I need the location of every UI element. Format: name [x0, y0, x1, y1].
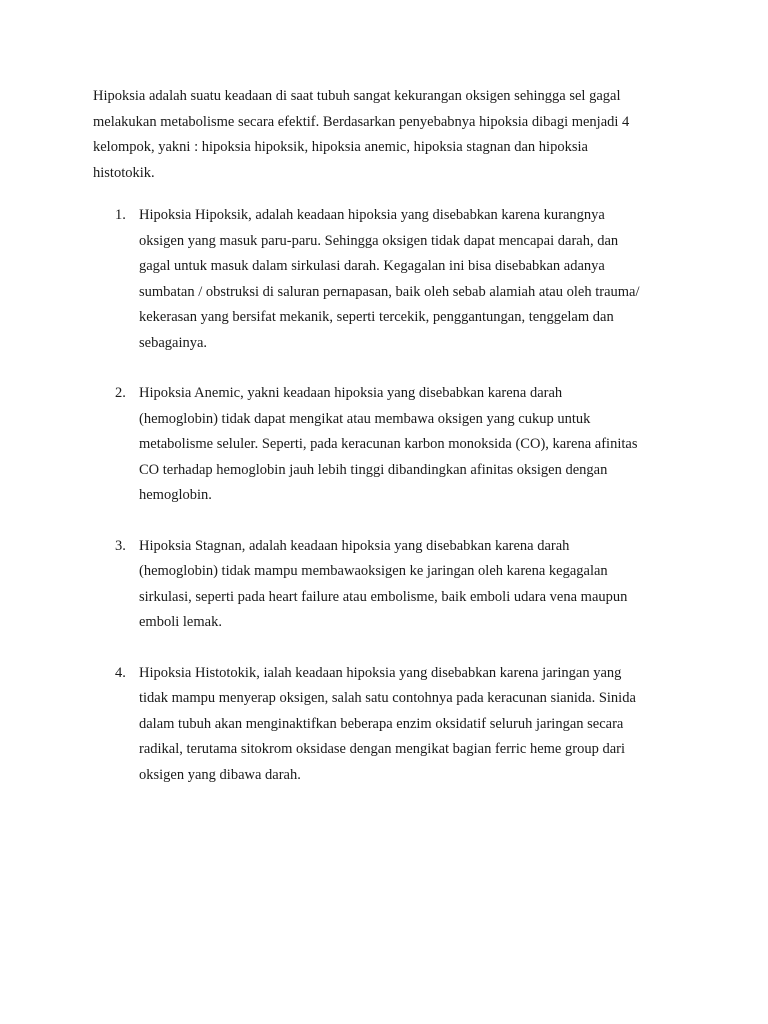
- hypoxia-types-list: [0, 203, 768, 813]
- list-item-number: 3.: [115, 537, 126, 554]
- list-item-text: [139, 381, 699, 509]
- list-item-line: oksigen yang dibawa darah.: [139, 766, 301, 783]
- list-item-line: dalam tubuh akan menginaktifkan beberapa enzim oksidatif seluruh jaringan secara: [139, 715, 624, 732]
- list-item-line: radikal, terutama sitokrom oksidase dengan mengikat bagian ferric heme group dari: [139, 741, 625, 757]
- intro-line: melakukan metabolisme secara efektif. Berdasarkan penyebabnya hipoksia dibagi menjadi 4: [93, 113, 630, 130]
- list-item-line: tidak mampu menyerap oksigen, salah satu contohnya pada keracunan sianida. Sinida: [139, 690, 636, 706]
- list-item-line: sirkulasi, seperti pada heart failure atau embolisme, baik emboli udara vena maupun: [139, 588, 628, 605]
- list-item-text: [139, 534, 699, 636]
- list-item-line: CO terhadap hemoglobin jauh lebih tinggi dibandingkan afinitas oksigen dengan: [139, 461, 608, 478]
- list-item-line: gagal untuk masuk dalam sirkulasi darah. Kegagalan ini bisa disebabkan adanya: [139, 258, 605, 274]
- list-item-number: 1.: [115, 207, 126, 223]
- list-item-line: oksigen yang masuk paru-paru. Sehingga oksigen tidak dapat mencapai darah, dan: [139, 232, 619, 249]
- list-item-number: 2.: [115, 385, 126, 401]
- list-item-line: Hipoksia Hipoksik, adalah keadaan hipoksia yang disebabkan karena kurangnya: [139, 207, 605, 223]
- list-item-text: [139, 661, 699, 789]
- list-item: [0, 203, 768, 356]
- list-item: [0, 661, 768, 789]
- list-item: [0, 534, 768, 636]
- intro-paragraph: [93, 84, 673, 186]
- list-item-line: Hipoksia Anemic, yakni keadaan hipoksia yang disebabkan karena darah: [139, 385, 563, 401]
- list-item-line: metabolisme seluler. Seperti, pada keracunan karbon monoksida (CO), karena afinitas: [139, 436, 638, 452]
- intro-line: histotokik.: [93, 164, 155, 181]
- list-item-line: hemoglobin.: [139, 487, 212, 503]
- intro-line: Hipoksia adalah suatu keadaan di saat tubuh sangat kekurangan oksigen sehingga sel gagal: [93, 88, 621, 104]
- list-item-line: sumbatan / obstruksi di saluran pernapasan, baik oleh sebab alamiah atau oleh trauma/: [139, 283, 640, 300]
- list-item-line: sebagainya.: [139, 334, 208, 351]
- list-item-number: 4.: [115, 664, 126, 681]
- intro-line: kelompok, yakni : hipoksia hipoksik, hipoksia anemic, hipoksia stagnan dan hipoksia: [93, 139, 588, 155]
- list-item-line: Hipoksia Histotokik, ialah keadaan hipoksia yang disebabkan karena jaringan yang: [139, 664, 622, 681]
- list-item-line: emboli lemak.: [139, 614, 222, 630]
- list-item-text: [139, 203, 699, 356]
- list-item-line: kekerasan yang bersifat mekanik, seperti tercekik, penggantungan, tenggelam dan: [139, 309, 614, 325]
- list-item-line: (hemoglobin) tidak dapat mengikat atau membawa oksigen yang cukup untuk: [139, 410, 591, 427]
- list-item-line: Hipoksia Stagnan, adalah keadaan hipoksia yang disebabkan karena darah: [139, 537, 570, 554]
- list-item-line: (hemoglobin) tidak mampu membawaoksigen ke jaringan oleh karena kegagalan: [139, 563, 608, 579]
- list-item: [0, 381, 768, 509]
